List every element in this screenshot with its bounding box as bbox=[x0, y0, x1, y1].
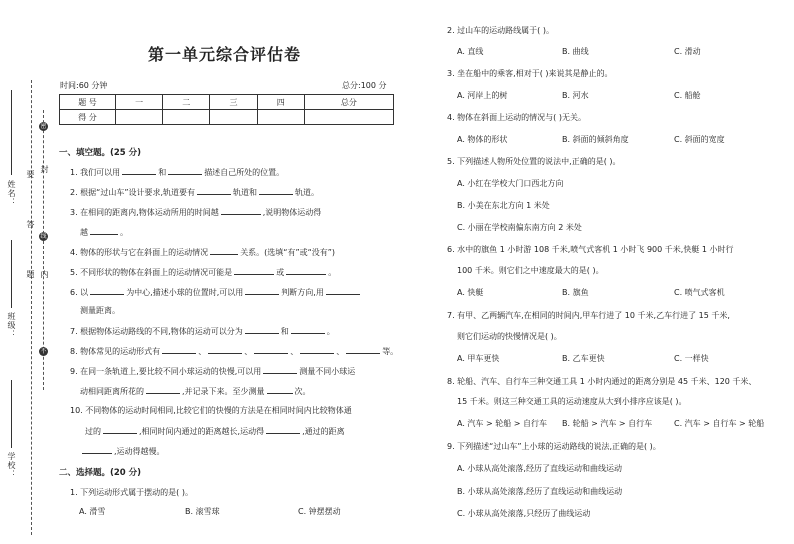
option-b[interactable]: B. 小美在东北方向 1 米处 bbox=[457, 201, 550, 210]
time-limit: 时间:60 分钟 bbox=[60, 81, 108, 90]
question-1-4: 4. 物体的形状与它在斜面上的运动情况 关系。(选填“有”或“没有”) bbox=[70, 248, 336, 257]
question-2-4: 4. 物体在斜面上运动的情况与( )无关。 bbox=[447, 113, 586, 122]
answer-blank[interactable] bbox=[291, 325, 325, 334]
seal-char: 要 bbox=[26, 170, 35, 179]
question-2-3: 3. 坐在船中的乘客,相对于( )来说其是静止的。 bbox=[447, 69, 613, 78]
option-b[interactable]: B. 滚雪球 bbox=[185, 507, 220, 516]
section-1-heading: 一、填空题。(25 分) bbox=[59, 148, 142, 158]
answer-blank[interactable] bbox=[245, 286, 279, 295]
score-input-cell[interactable] bbox=[210, 110, 257, 125]
answer-blank[interactable] bbox=[286, 266, 326, 275]
option-c[interactable]: C. 一样快 bbox=[674, 354, 709, 363]
seal-dot-2: 线 bbox=[40, 233, 47, 240]
seal-char: 内 bbox=[40, 270, 49, 279]
name-label: 姓名： bbox=[7, 180, 16, 207]
table-cell: 总分 bbox=[304, 95, 393, 110]
score-table bbox=[59, 94, 394, 125]
answer-blank[interactable] bbox=[82, 445, 112, 454]
answer-blank[interactable] bbox=[234, 266, 274, 275]
question-1-10-cont2: ,运动得越慢。 bbox=[80, 445, 165, 457]
answer-blank[interactable] bbox=[90, 286, 124, 295]
score-input-cell[interactable] bbox=[163, 110, 210, 125]
option-c[interactable]: C. 斜面的宽度 bbox=[674, 135, 725, 144]
seal-char: 答 bbox=[26, 220, 35, 229]
option-c[interactable]: C. 小丽在学校南偏东南方向 2 米处 bbox=[457, 223, 582, 232]
answer-blank[interactable] bbox=[162, 345, 196, 354]
answer-blank[interactable] bbox=[103, 425, 137, 434]
option-c[interactable]: C. 滑动 bbox=[674, 47, 701, 56]
option-b[interactable]: B. 旗鱼 bbox=[562, 288, 589, 297]
question-1-6: 6. 以 为中心,描述小球的位置时,可以用 判断方向,用 bbox=[70, 286, 362, 298]
option-c[interactable]: C. 喷气式客机 bbox=[674, 288, 725, 297]
school-field-line[interactable] bbox=[11, 380, 12, 448]
section-2-heading: 二、选择题。(20 分) bbox=[59, 468, 142, 478]
answer-blank[interactable] bbox=[210, 246, 238, 255]
score-input-cell[interactable] bbox=[304, 110, 393, 125]
seal-dot-1: 密 bbox=[40, 123, 47, 130]
seal-char: 题 bbox=[26, 270, 35, 279]
question-2-2: 2. 过山车的运动路线属于( )。 bbox=[447, 26, 554, 35]
question-2-8: 8. 轮船、汽车、自行车三种交通工具 1 小时内通过的距离分别是 45 千米、120 千米、 bbox=[447, 377, 757, 386]
option-a[interactable]: A. 小球从高处滚落,经历了直线运动和曲线运动 bbox=[457, 464, 622, 473]
score-table-header-row bbox=[60, 95, 394, 110]
option-c[interactable]: C. 小球从高处滚落,只经历了曲线运动 bbox=[457, 509, 591, 518]
class-label: 班级： bbox=[7, 312, 16, 339]
table-cell: 三 bbox=[210, 95, 257, 110]
option-b[interactable]: B. 斜面的倾斜角度 bbox=[562, 135, 629, 144]
option-b[interactable]: B. 乙车更快 bbox=[562, 354, 605, 363]
answer-blank[interactable] bbox=[267, 385, 293, 394]
option-b[interactable]: B. 小球从高处滚落,经历了直线运动和曲线运动 bbox=[457, 487, 623, 496]
option-a[interactable]: A. 小红在学校大门口西北方向 bbox=[457, 179, 564, 188]
option-a[interactable]: A. 甲车更快 bbox=[457, 354, 500, 363]
seal-dot-3: 不 bbox=[40, 348, 47, 355]
seal-char: 封 bbox=[40, 165, 49, 174]
binding-line-outer bbox=[31, 80, 32, 535]
table-cell: 二 bbox=[163, 95, 210, 110]
table-cell: 题 号 bbox=[60, 95, 116, 110]
answer-blank[interactable] bbox=[122, 166, 156, 175]
answer-blank[interactable] bbox=[221, 206, 261, 215]
question-1-1: 1. 我们可以用 和 描述自己所处的位置。 bbox=[70, 168, 285, 177]
answer-blank[interactable] bbox=[90, 226, 118, 235]
question-1-6-cont: 测量距离。 bbox=[80, 306, 120, 315]
question-2-7: 7. 有甲、乙两辆汽车,在相同的时间内,甲车行进了 10 千米,乙车行进了 15 千米, bbox=[447, 311, 730, 320]
option-b[interactable]: B. 河水 bbox=[562, 91, 589, 100]
option-a[interactable]: A. 物体的形状 bbox=[457, 135, 508, 144]
name-field-line[interactable] bbox=[11, 90, 12, 175]
question-2-5: 5. 下列描述人物所处位置的说法中,正确的是( )。 bbox=[447, 157, 621, 166]
answer-blank[interactable] bbox=[245, 325, 279, 334]
option-c[interactable]: C. 船舱 bbox=[674, 91, 701, 100]
question-2-9: 9. 下列描述“过山车”上小球的运动路线的说法,正确的是( )。 bbox=[447, 442, 661, 451]
class-field-line[interactable] bbox=[11, 240, 12, 308]
question-1-2: 2. 根据“过山车”设计要求,轨道要有 轨道和 轨道。 bbox=[70, 188, 320, 197]
option-a[interactable]: A. 直线 bbox=[457, 47, 484, 56]
option-c[interactable]: C. 钟摆摆动 bbox=[298, 507, 341, 516]
question-1-10: 10. 不同物体的运动时间相同,比较它们的快慢的方法是在相同时间内比较物体通 bbox=[70, 406, 352, 415]
answer-blank[interactable] bbox=[263, 365, 297, 374]
answer-blank[interactable] bbox=[146, 385, 180, 394]
total-score: 总分:100 分 bbox=[342, 81, 387, 90]
table-cell: 得 分 bbox=[60, 110, 116, 125]
school-label: 学校： bbox=[7, 452, 16, 479]
score-table-score-row bbox=[60, 110, 394, 125]
question-1-3: 3. 在相同的距离内,物体运动所用的时间越 ,说明物体运动得 bbox=[70, 208, 322, 217]
answer-blank[interactable] bbox=[346, 345, 380, 354]
question-1-9: 9. 在同一条轨道上,要比较不同小球运动的快慢,可以用 测量不同小球运 bbox=[70, 367, 356, 376]
question-1-7: 7. 根据物体运动路线的不同,物体的运动可以分为 和 。 bbox=[70, 327, 335, 336]
answer-blank[interactable] bbox=[254, 345, 288, 354]
question-2-8-cont: 15 千米。则这三种交通工具的运动速度从大到小排序应该是( )。 bbox=[457, 397, 687, 406]
score-input-cell[interactable] bbox=[116, 110, 163, 125]
question-1-10-cont: 过的 ,相同时间内通过的距离越长,运动得 ,通过的距离 bbox=[85, 427, 345, 436]
option-b[interactable]: B. 轮船 > 汽车 > 自行车 bbox=[562, 419, 653, 428]
question-2-7-cont: 则它们运动的快慢情况是( )。 bbox=[457, 332, 562, 341]
option-a[interactable]: A. 河岸上的树 bbox=[457, 91, 508, 100]
question-1-3-cont: 越 。 bbox=[80, 228, 128, 237]
question-2-6: 6. 水中的旗鱼 1 小时游 108 千米,喷气式客机 1 小时飞 900 千米,快艇 1 小时行 bbox=[447, 245, 734, 254]
option-a[interactable]: A. 滑雪 bbox=[79, 507, 106, 516]
question-1-5: 5. 不同形状的物体在斜面上的运动情况可能是 或 。 bbox=[70, 268, 337, 277]
option-c[interactable]: C. 汽车 > 自行车 > 轮船 bbox=[674, 419, 765, 428]
table-cell: 四 bbox=[257, 95, 304, 110]
answer-blank[interactable] bbox=[266, 425, 300, 434]
option-b[interactable]: B. 曲线 bbox=[562, 47, 589, 56]
answer-blank[interactable] bbox=[208, 345, 242, 354]
answer-blank[interactable] bbox=[197, 186, 231, 195]
answer-blank[interactable] bbox=[300, 345, 334, 354]
answer-blank[interactable] bbox=[259, 186, 293, 195]
answer-blank[interactable] bbox=[168, 166, 202, 175]
question-2-1: 1. 下列运动形式属于摆动的是( )。 bbox=[70, 488, 193, 497]
question-1-9-cont: 动相同距离所花的 ,并记录下来。至少测量 次。 bbox=[80, 387, 311, 396]
answer-blank[interactable] bbox=[326, 286, 360, 295]
page-title: 第一单元综合评估卷 bbox=[148, 45, 302, 64]
score-input-cell[interactable] bbox=[257, 110, 304, 125]
question-2-6-cont: 100 千米。则它们之中速度最大的是( )。 bbox=[457, 266, 604, 275]
option-a[interactable]: A. 快艇 bbox=[457, 288, 484, 297]
table-cell: 一 bbox=[116, 95, 163, 110]
question-1-8: 8. 物体常见的运动形式有 、 、 、 、 等。 bbox=[70, 347, 399, 356]
option-a[interactable]: A. 汽车 > 轮船 > 自行车 bbox=[457, 419, 547, 428]
